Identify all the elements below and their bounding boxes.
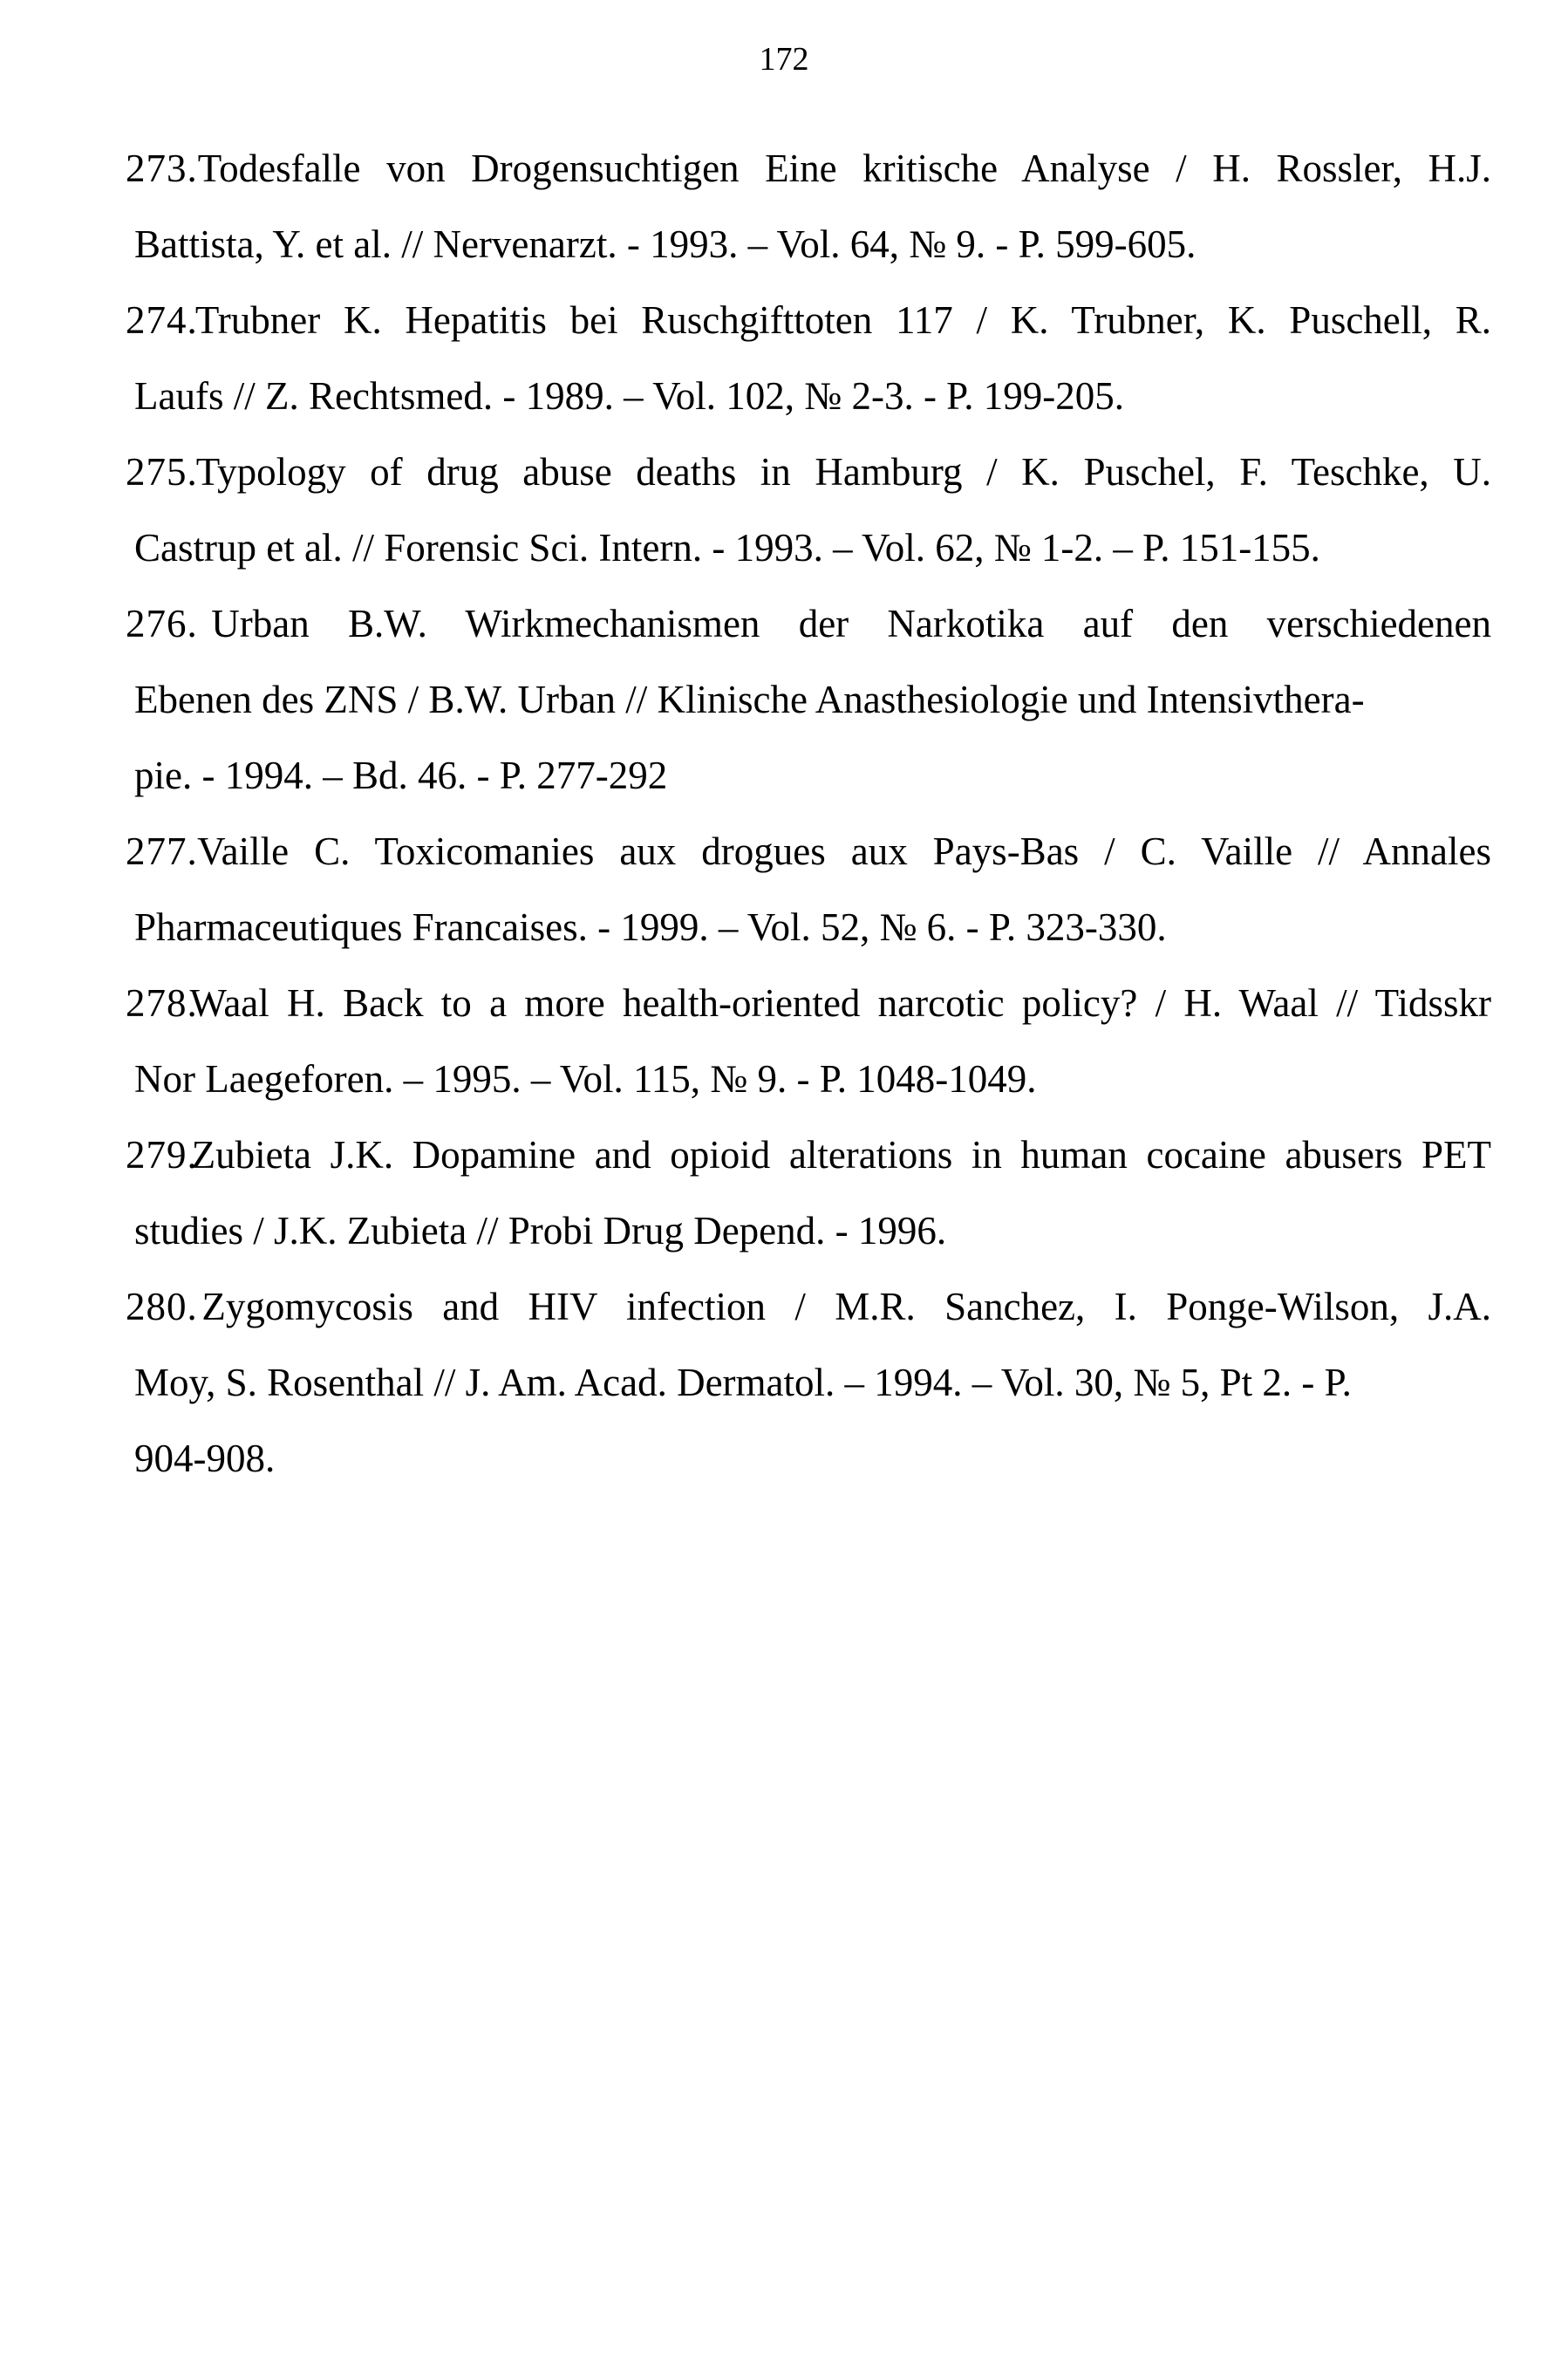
- reference-276: [126, 586, 1491, 814]
- reference-text: Todesfalle von Drogensuchtigen Eine kritische Analyse / H. Rossler, H.J.: [197, 147, 1491, 190]
- reference-line: Battista, Y. et al. // Nervenarzt. - 1993. – Vol. 64, № 9. - P. 599-605.: [134, 222, 1196, 266]
- reference-line: studies / J.K. Zubieta // Probi Drug Depend. - 1996.: [134, 1209, 947, 1253]
- reference-line: [126, 966, 1491, 1041]
- reference-line: [126, 434, 1491, 510]
- reference-line: pie. - 1994. – Bd. 46. - P. 277-292: [134, 754, 668, 797]
- reference-number: 280.: [126, 1285, 198, 1328]
- reference-number: 273.: [126, 147, 198, 190]
- reference-line: Nor Laegeforen. – 1995. – Vol. 115, № 9. - P. 1048-1049.: [134, 1057, 1037, 1101]
- reference-number: 278.: [126, 981, 198, 1025]
- reference-line: [126, 131, 1491, 207]
- reference-274: [126, 283, 1491, 434]
- reference-number: 274.: [126, 298, 198, 342]
- reference-278: [126, 966, 1491, 1117]
- reference-line: Laufs // Z. Rechtsmed. - 1989. – Vol. 102, № 2-3. - P. 199-205.: [134, 374, 1124, 418]
- reference-275: [126, 434, 1491, 586]
- reference-line: [126, 1269, 1491, 1345]
- reference-list: [126, 131, 1491, 1497]
- reference-number: 279.: [126, 1133, 198, 1177]
- reference-273: [126, 131, 1491, 283]
- reference-line: [126, 1117, 1491, 1193]
- reference-line: Moy, S. Rosenthal // J. Am. Acad. Dermatol. – 1994. – Vol. 30, № 5, Pt 2. - P.: [134, 1361, 1352, 1404]
- reference-number: 277.: [126, 829, 198, 873]
- reference-text: Urban B.W. Wirkmechanismen der Narkotika auf den verschiedenen: [211, 602, 1491, 645]
- reference-line: Ebenen des ZNS / B.W. Urban // Klinische Anasthesiologie und Intensivthera-: [134, 678, 1365, 721]
- reference-line: Castrup et al. // Forensic Sci. Intern. - 1993. – Vol. 62, № 1-2. – P. 151-155.: [134, 526, 1320, 570]
- reference-line: [126, 814, 1491, 890]
- reference-277: [126, 814, 1491, 966]
- reference-line: 904-908.: [134, 1437, 276, 1480]
- reference-text: Trubner K. Hepatitis bei Ruschgifttoten 117 / K. Trubner, K. Puschell, R.: [194, 298, 1492, 342]
- reference-text: Vaille C. Toxicomanies aux drogues aux Pays-Bas / C. Vaille // Annales: [197, 829, 1491, 873]
- reference-line: [126, 586, 1491, 662]
- reference-number: 275.: [126, 450, 198, 494]
- reference-line: Pharmaceutiques Francaises. - 1999. – Vol. 52, № 6. - P. 323-330.: [134, 905, 1167, 949]
- reference-text: Zygomycosis and HIV infection / M.R. Sanchez, I. Ponge-Wilson, J.A.: [201, 1285, 1492, 1328]
- reference-279: [126, 1117, 1491, 1269]
- reference-text: Typology of drug abuse deaths in Hamburg / K. Puschel, F. Teschke, U.: [195, 450, 1491, 494]
- reference-280: [126, 1269, 1491, 1497]
- page-number: 172: [759, 41, 809, 78]
- reference-line: [126, 283, 1491, 358]
- reference-number: 276.: [126, 602, 198, 645]
- reference-text: Zubieta J.K. Dopamine and opioid alterations in human cocaine abusers PET: [191, 1133, 1491, 1177]
- reference-text: Waal H. Back to a more health-oriented narcotic policy? / H. Waal // Tidsskr: [189, 981, 1492, 1025]
